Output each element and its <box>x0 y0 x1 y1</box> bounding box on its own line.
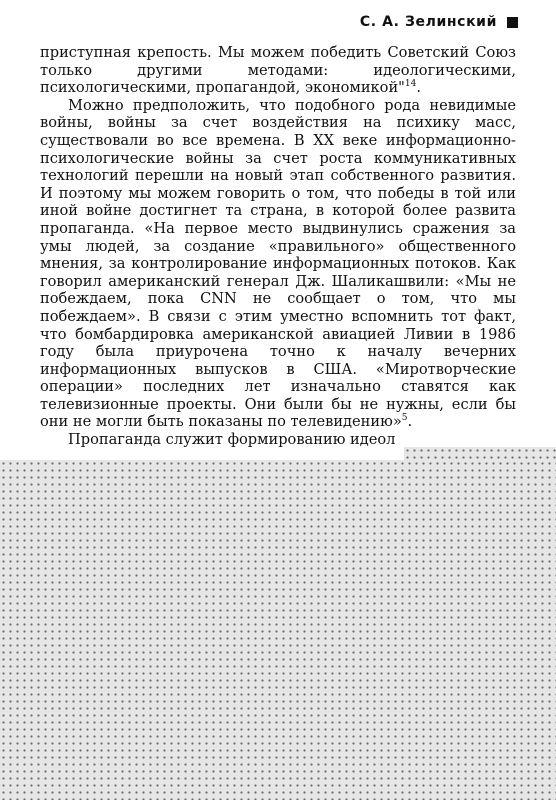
halftone-overlay <box>0 460 556 800</box>
paragraph-text: Можно предположить, что подобного рода невидимые войны, войны за счет воздействия на психику масс, существовали во все времена. В XX веке информационно-психологические войны за счет роста коммуникативных технологий перешли на новый этап собственного развития. И поэтому мы можем говорить о том, что победы в той или иной войне достигнет та страна, в которой более развита пропаганда. «На первое место выдвинулись сражения за умы людей, за создание «правильного» общественного мнения, за контролирование информационных потоков. Как говорил американский генерал Дж. Шаликашвили: «Мы не побеждаем, пока CNN не сообщает о том, что мы побеждаем». В связи с этим уместно вспомнить тот факт, что бомбардировка американской авиацией Ливии в 1986 году была приурочена точно к началу вечерних информационных выпусков в США. «Миротворческие операции» последних лет изначально ставятся как телевизионные проекты. Они были бы не нужны, если бы они не могли быть показаны по телевидению» <box>40 96 516 431</box>
header-square-icon <box>507 17 518 28</box>
paragraph-text: приступная крепость. Мы можем победить Советский Союз только другими методами: идеологическими, психологическими, пропагандой, экономикой" <box>40 44 516 97</box>
footnote-ref: 5 <box>401 413 408 424</box>
footnote-ref: 14 <box>404 79 417 90</box>
paragraph-continuation: приступная крепость. Мы можем победить Советский Союз только другими методами: идеологическими, психологическими, пропагандой, экономикой"$^{14}$. <box>40 44 516 97</box>
body-text <box>40 44 516 449</box>
author-name: С. А. Зелинский <box>359 14 497 30</box>
halftone-overlay-notch <box>404 447 556 461</box>
running-header <box>360 14 518 30</box>
paragraph-text: Пропаганда служит формированию идеол <box>68 431 396 449</box>
paragraph: Можно предположить, что подобного рода невидимые войны, войны за счет воздействия на психику масс, существовали во все времена. В XX веке информационно-психологические войны за счет роста коммуникативных технологий перешли на новый этап собственного развития. И поэтому мы можем говорить о том, что победы в той или иной войне достигнет та страна, в которой более развита пропаганда. «На первое место выдвинулись сражения за умы людей, за создание «правильного» общественного мнения, за контролирование информационных потоков. Как говорил американский генерал Дж. Шаликашвили: «Мы не побеждаем, пока CNN не сообщает о том, что мы побеждаем». В связи с этим уместно вспомнить тот факт, что бомбардировка американской авиацией Ливии в 1986 году была приурочена точно к началу вечерних информационных выпусков в США. «Миротворческие операции» последних лет изначально ставятся как телевизионные проекты. Они были бы не нужны, если бы они не могли быть показаны по телевидению»$^5$. <box>40 96 516 431</box>
